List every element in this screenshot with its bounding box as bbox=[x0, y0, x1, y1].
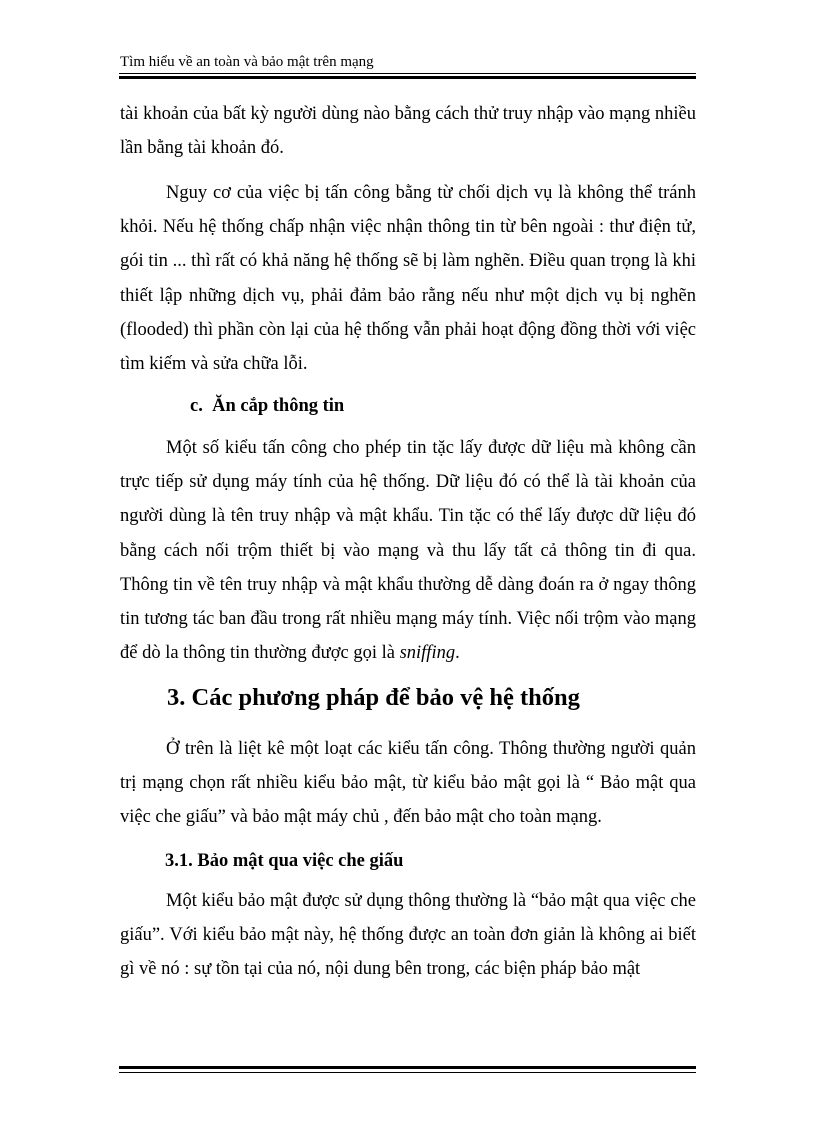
paragraph-info-theft-end: . bbox=[455, 643, 460, 664]
paragraph-info-theft bbox=[120, 431, 696, 670]
subheading-c-label: c. bbox=[190, 396, 203, 416]
header-rule-thick bbox=[119, 76, 696, 79]
paragraph-info-theft-text: Một số kiểu tấn công cho phép tin tặc lấy được dữ liệu mà không cần trực tiếp sử dụng máy tính của hệ thống. Dữ liệu đó có thể là tài khoản của người dùng là tên truy nhập và mật khẩu. Tin tặc có thể lấy được dữ liệu đó bằng cách nối trộm thiết bị vào mạng và thu lấy tất cả thông tin đi qua. Thông tin về tên truy nhập và mật khẩu thường dễ dàng đoán ra ở ngay thông tin tương tác ban đầu trong rất nhiều mạng máy tính. Việc nối trộm vào mạng để dò la thông tin thường được gọi là bbox=[120, 438, 696, 664]
footer-rule-thick bbox=[119, 1066, 696, 1069]
header-rule-thin bbox=[119, 73, 696, 74]
paragraph-protection-overview: Ở trên là liệt kê một loạt các kiểu tấn công. Thông thường người quản trị mạng chọn rất nhiều kiểu bảo mật, từ kiểu bảo mật gọi là “ Bảo mật qua việc che giấu” và bảo mật máy chủ , đến bảo mật cho toàn mạng. bbox=[120, 739, 696, 828]
subheading-3-1: 3.1. Bảo mật qua việc che giấu bbox=[165, 851, 404, 871]
sniffing-term: sniffing bbox=[399, 643, 456, 664]
subheading-c-title: Ăn cắp thông tin bbox=[212, 396, 345, 416]
paragraph-obscurity: Một kiểu bảo mật được sử dụng thông thường là “bảo mật qua việc che giấu”. Với kiểu bảo mật này, hệ thống được an toàn đơn giản là không ai biết gì về nó : sự tồn tại của nó, nội dung bên trong, các biện pháp bảo mật bbox=[120, 891, 696, 980]
paragraph-dos-risk: Nguy cơ của việc bị tấn công bằng từ chối dịch vụ là không thể tránh khỏi. Nếu hệ thống chấp nhận việc nhận thông tin từ bên ngoài : thư điện tử, gói tin ... thì rất có khả năng hệ thống sẽ bị làm nghẽn. Điều quan trọng là khi thiết lập những dịch vụ, phải đảm bảo rằng nếu như một dịch vụ bị nghẽn (flooded) thì phần còn lại của hệ thống vẫn phải hoạt động đồng thời với việc tìm kiếm và sửa chữa lỗi. bbox=[120, 183, 696, 375]
header-title: Tìm hiểu về an toàn và bảo mật trên mạng bbox=[120, 54, 374, 70]
subheading-c bbox=[190, 394, 344, 418]
section-3-title: 3. Các phương pháp để bảo vệ hệ thống bbox=[167, 684, 580, 711]
footer-rule-thin bbox=[119, 1072, 696, 1073]
paragraph-continuation: tài khoản của bất kỳ người dùng nào bằng cách thử truy nhập vào mạng nhiều lần bằng tài khoản đó. bbox=[120, 104, 696, 159]
